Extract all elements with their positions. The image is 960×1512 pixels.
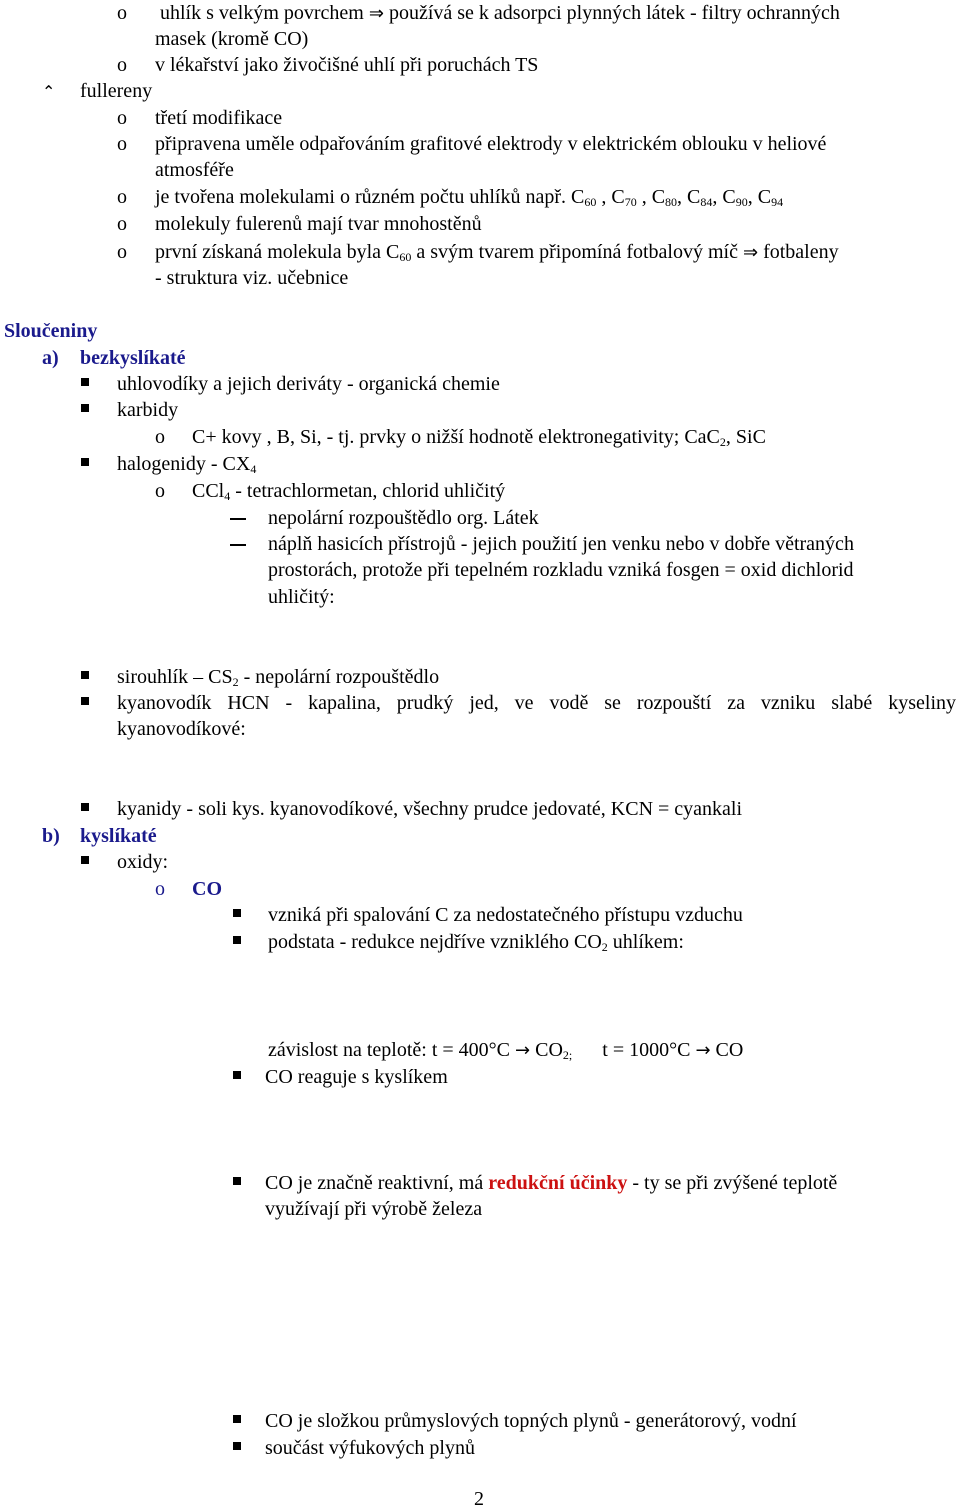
bullet-circle: o xyxy=(117,54,127,76)
text-line: atmosféře xyxy=(155,159,234,181)
square-bullet-icon xyxy=(81,671,89,679)
text-line: uhličitý: xyxy=(268,586,335,608)
square-bullet-icon xyxy=(81,803,89,811)
text-line: součást výfukových plynů xyxy=(265,1437,475,1459)
right-arrow-icon: → xyxy=(695,1040,711,1061)
text-line: molekuly fulerenů mají tvar mnohostěnů xyxy=(155,213,482,235)
section-heading: Sloučeniny xyxy=(4,320,98,342)
implies-arrow-icon: ⇒ xyxy=(368,3,384,24)
dash-bullet-icon xyxy=(230,518,246,520)
square-bullet-icon xyxy=(81,458,89,466)
text-line: podstata - redukce nejdříve vzniklého $CO_2$ uhlíkem: xyxy=(268,931,684,954)
text-line: kyanovodík HCN - kapalina, prudký jed, ve vodě se rozpouští za vzniku slabé kyseliny xyxy=(117,692,956,714)
bullet-circle: o xyxy=(155,878,165,900)
text-line: náplň hasicích přístrojů - jejich použití jen venku nebo v dobře větraných xyxy=(268,533,854,555)
text-line: C+ kovy , B, Si, - tj. prvky o nižší hodnotě elektronegativity; CaC$_2$, SiC xyxy=(192,426,766,449)
text-line: vzniká při spalování C za nedostatečného přístupu vzduchu xyxy=(268,904,743,926)
square-bullet-icon xyxy=(81,378,89,386)
text-line: CO reaguje s kyslíkem xyxy=(265,1066,448,1088)
text-line: závislost na teplotě: $t = 400^\circ C \to CO_{2;}$ t = 1000°C → CO xyxy=(268,1039,744,1062)
section-title-b: kyslíkaté xyxy=(80,825,157,847)
text-line: kyanovodíkové: xyxy=(117,718,246,740)
page-number: 2 xyxy=(474,1488,484,1510)
text-line: CCl$_4$ - tetrachlormetan, chlorid uhličitý xyxy=(192,480,506,503)
square-bullet-icon xyxy=(233,909,241,917)
section-title-a: bezkyslíkaté xyxy=(80,347,186,369)
square-bullet-icon xyxy=(81,697,89,705)
text-line: CO je značně reaktivní, má redukční účinky - ty se při zvýšené teplotě xyxy=(265,1172,838,1194)
text-line: uhlovodíky a jejich deriváty - organická chemie xyxy=(117,373,500,395)
text-line: třetí modifikace xyxy=(155,107,283,129)
bullet-circle: o xyxy=(155,480,165,502)
text-line: masek (kromě CO) xyxy=(155,28,309,50)
text-line: fullereny xyxy=(80,80,153,102)
square-bullet-icon xyxy=(81,404,89,412)
section-label-b: b) xyxy=(42,825,60,847)
caret-up-icon: ⌃ xyxy=(42,82,56,101)
text-line: - struktura viz. učebnice xyxy=(155,267,349,289)
square-bullet-icon xyxy=(233,1177,241,1185)
square-bullet-icon xyxy=(233,1442,241,1450)
text-line: halogenidy - $CX_4$ xyxy=(117,453,257,476)
bullet-circle: o xyxy=(117,107,127,129)
square-bullet-icon xyxy=(233,1071,241,1079)
text-line: prostorách, protože při tepelném rozkladu vzniká fosgen = oxid dichlorid xyxy=(268,559,854,581)
square-bullet-icon xyxy=(233,936,241,944)
text-line: sirouhlík – $CS_2$ - nepolární rozpouštědlo xyxy=(117,666,440,689)
bullet-circle: o xyxy=(117,213,127,235)
text-line: CO je složkou průmyslových topných plynů - generátorový, vodní xyxy=(265,1410,797,1432)
bullet-circle: o xyxy=(117,241,127,263)
text-line: v lékařství jako živočišné uhlí při poruchách TS xyxy=(155,54,539,76)
text-line: využívají při výrobě železa xyxy=(265,1198,483,1220)
square-bullet-icon xyxy=(81,856,89,864)
section-label-a: a) xyxy=(42,347,59,369)
highlight-text: redukční účinky xyxy=(488,1172,628,1194)
bullet-circle: o xyxy=(117,2,127,24)
bullet-circle: o xyxy=(117,133,127,155)
dash-bullet-icon xyxy=(230,544,246,546)
text-line: karbidy xyxy=(117,399,179,421)
text-line: oxidy: xyxy=(117,851,169,873)
text-line: kyanidy - soli kys. kyanovodíkové, všechny prudce jedovaté, KCN = cyankali xyxy=(117,798,743,820)
text-line: je tvořena molekulami o různém počtu uhlíků např. $C_{60}$ , $C_{70}$ , $C_{80}$, $C_{84}$, $C_{90}$, $C_{94}$ xyxy=(155,186,784,209)
text-line: první získaná molekula byla $C_{60}$ a svým tvarem připomíná fotbalový míč ⇒ fotbaleny xyxy=(155,241,839,264)
implies-arrow-icon: ⇒ xyxy=(742,242,759,263)
subsection-title-co: CO xyxy=(192,878,222,900)
bullet-circle: o xyxy=(155,426,165,448)
text-line: připravena uměle odpařováním grafitové elektrody v elektrickém oblouku v heliové xyxy=(155,133,827,155)
bullet-circle: o xyxy=(117,186,127,208)
text-line: uhlík s velkým povrchem ⇒ používá se k adsorpci plynných látek - filtry ochranných xyxy=(160,2,840,24)
right-arrow-icon: → xyxy=(515,1040,531,1061)
square-bullet-icon xyxy=(233,1415,241,1423)
text-line: nepolární rozpouštědlo org. Látek xyxy=(268,507,539,529)
